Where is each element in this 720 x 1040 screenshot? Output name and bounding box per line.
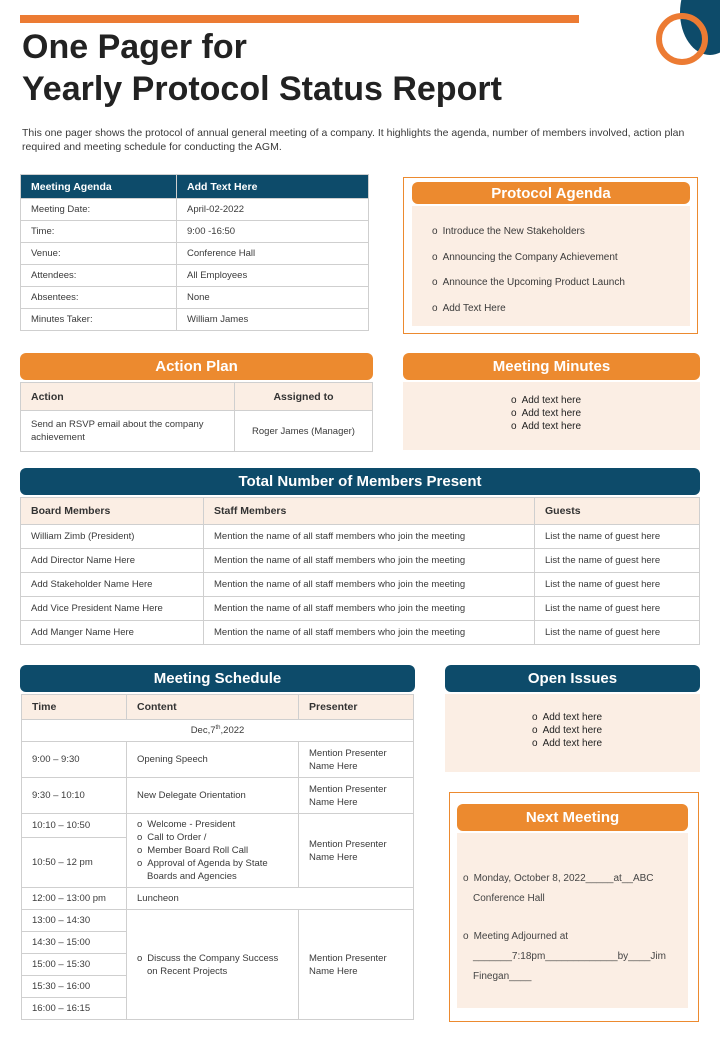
staff-members-header: Staff Members <box>204 498 535 525</box>
title-line-2: Yearly Protocol Status Report <box>22 70 502 108</box>
schedule-title: Meeting Schedule <box>20 665 415 692</box>
schedule-time: 9:30 – 10:10 <box>22 778 127 814</box>
agenda-value: None <box>177 287 369 309</box>
board-member-cell: Add Manger Name Here <box>21 621 204 645</box>
agenda-table <box>20 174 369 331</box>
meeting-minutes-panel <box>403 382 700 450</box>
open-issues-panel <box>445 694 700 772</box>
board-member-cell: Add Vice President Name Here <box>21 597 204 621</box>
next-meeting-date: o Monday, October 8, 2022_____at__ABC <box>463 869 688 889</box>
schedule-content: New Delegate Orientation <box>127 778 299 814</box>
open-issues-title: Open Issues <box>445 665 700 692</box>
minutes-item: o Add text here <box>511 394 581 407</box>
minutes-item: o Add text here <box>511 407 581 420</box>
adjourned-by: Finegan____ <box>473 971 532 982</box>
meeting-minutes-title: Meeting Minutes <box>403 353 700 380</box>
protocol-agenda-item: o Announce the Upcoming Product Launch <box>432 270 625 296</box>
agenda-label: Minutes Taker: <box>21 309 177 331</box>
agenda-header-1: Meeting Agenda <box>21 175 177 199</box>
staff-member-cell: Mention the name of all staff members who join the meeting <box>204 525 535 549</box>
schedule-presenter: Mention Presenter Name Here <box>299 910 414 1020</box>
schedule-time: 10:10 – 10:50 <box>22 814 127 838</box>
discuss-item: o Discuss the Company Success on Recent Projects <box>137 952 288 978</box>
open-issue-item: o Add text here <box>532 737 602 750</box>
schedule-time: 15:30 – 16:00 <box>22 976 127 998</box>
schedule-content: Opening Speech <box>127 742 299 778</box>
agenda-label: Absentees: <box>21 287 177 309</box>
staff-member-cell: Mention the name of all staff members who join the meeting <box>204 549 535 573</box>
page-title <box>22 26 502 110</box>
action-header: Action <box>21 383 235 411</box>
schedule-time: 10:50 – 12 pm <box>22 838 127 888</box>
date-suffix: th <box>215 724 221 731</box>
agenda-value: Conference Hall <box>177 243 369 265</box>
title-line-1: One Pager for <box>22 28 247 66</box>
agenda-label: Attendees: <box>21 265 177 287</box>
guest-cell: List the name of guest here <box>535 597 700 621</box>
schedule-time: 15:00 – 15:30 <box>22 954 127 976</box>
agenda-value: All Employees <box>177 265 369 287</box>
protocol-agenda-panel <box>412 206 690 326</box>
schedule-time: 9:00 – 9:30 <box>22 742 127 778</box>
schedule-presenter: Mention Presenter Name Here <box>299 814 414 888</box>
staff-member-cell: Mention the name of all staff members who join the meeting <box>204 621 535 645</box>
board-member-cell: Add Director Name Here <box>21 549 204 573</box>
minutes-item: o Add text here <box>511 420 581 433</box>
members-title: Total Number of Members Present <box>20 468 700 495</box>
guest-cell: List the name of guest here <box>535 525 700 549</box>
schedule-time: 13:00 – 14:30 <box>22 910 127 932</box>
agenda-value: William James <box>177 309 369 331</box>
schedule-time: 12:00 – 13:00 pm <box>22 888 127 910</box>
staff-member-cell: Mention the name of all staff members who join the meeting <box>204 573 535 597</box>
agenda-value: 9:00 -16:50 <box>177 221 369 243</box>
agenda-header-2: Add Text Here <box>177 175 369 199</box>
agenda-value: April-02-2022 <box>177 199 369 221</box>
members-table <box>20 497 700 645</box>
board-members-header: Board Members <box>21 498 204 525</box>
protocol-agenda-item: o Add Text Here <box>432 296 625 322</box>
agenda-label: Time: <box>21 221 177 243</box>
schedule-presenter: Mention Presenter Name Here <box>299 742 414 778</box>
discuss-content <box>127 910 299 1020</box>
next-meeting-title: Next Meeting <box>457 804 688 831</box>
welcome-item: o Call to Order / <box>137 831 288 844</box>
open-issue-item: o Add text here <box>532 724 602 737</box>
welcome-item: o Member Board Roll Call <box>137 844 288 857</box>
schedule-date <box>22 720 414 742</box>
protocol-agenda-title: Protocol Agenda <box>412 182 690 204</box>
guest-cell: List the name of guest here <box>535 549 700 573</box>
agenda-label: Venue: <box>21 243 177 265</box>
corner-ring-decoration <box>656 13 708 65</box>
schedule-content: Luncheon <box>127 888 414 910</box>
assigned-cell: Roger James (Manager) <box>235 411 373 452</box>
action-plan-table <box>20 382 373 452</box>
welcome-content <box>127 814 299 888</box>
adjourned-time: _______7:18pm_____________by____Jim <box>473 951 666 962</box>
welcome-item: o Welcome - President <box>137 818 288 831</box>
action-plan-title: Action Plan <box>20 353 373 380</box>
agenda-label: Meeting Date: <box>21 199 177 221</box>
action-cell: Send an RSVP email about the company achievement <box>21 411 235 452</box>
schedule-time: 14:30 – 15:00 <box>22 932 127 954</box>
open-issue-item: o Add text here <box>532 711 602 724</box>
next-meeting-venue: Conference Hall <box>473 893 545 904</box>
date-main: Dec,7 <box>190 725 216 737</box>
schedule-presenter: Mention Presenter Name Here <box>299 778 414 814</box>
guest-cell: List the name of guest here <box>535 573 700 597</box>
schedule-table <box>21 694 414 1020</box>
welcome-item: o Approval of Agenda by State Boards and Agencies <box>137 857 288 883</box>
protocol-agenda-item: o Announcing the Company Achievement <box>432 245 625 271</box>
time-header: Time <box>22 695 127 720</box>
guest-cell: List the name of guest here <box>535 621 700 645</box>
adjourned-label: o Meeting Adjourned at <box>463 927 688 947</box>
board-member-cell: William Zimb (President) <box>21 525 204 549</box>
top-accent-bar <box>20 15 579 23</box>
guests-header: Guests <box>535 498 700 525</box>
staff-member-cell: Mention the name of all staff members who join the meeting <box>204 597 535 621</box>
protocol-agenda-item: o Introduce the New Stakeholders <box>432 219 625 245</box>
presenter-header: Presenter <box>299 695 414 720</box>
schedule-time: 16:00 – 16:15 <box>22 998 127 1020</box>
date-year: ,2022 <box>220 725 245 737</box>
content-header: Content <box>127 695 299 720</box>
assigned-header: Assigned to <box>235 383 373 411</box>
next-meeting-panel <box>457 833 688 1008</box>
board-member-cell: Add Stakeholder Name Here <box>21 573 204 597</box>
intro-text: This one pager shows the protocol of annual general meeting of a company. It highlights the agenda, number of members involved, action plan required and meeting schedule for conducting the AGM. <box>22 127 685 153</box>
